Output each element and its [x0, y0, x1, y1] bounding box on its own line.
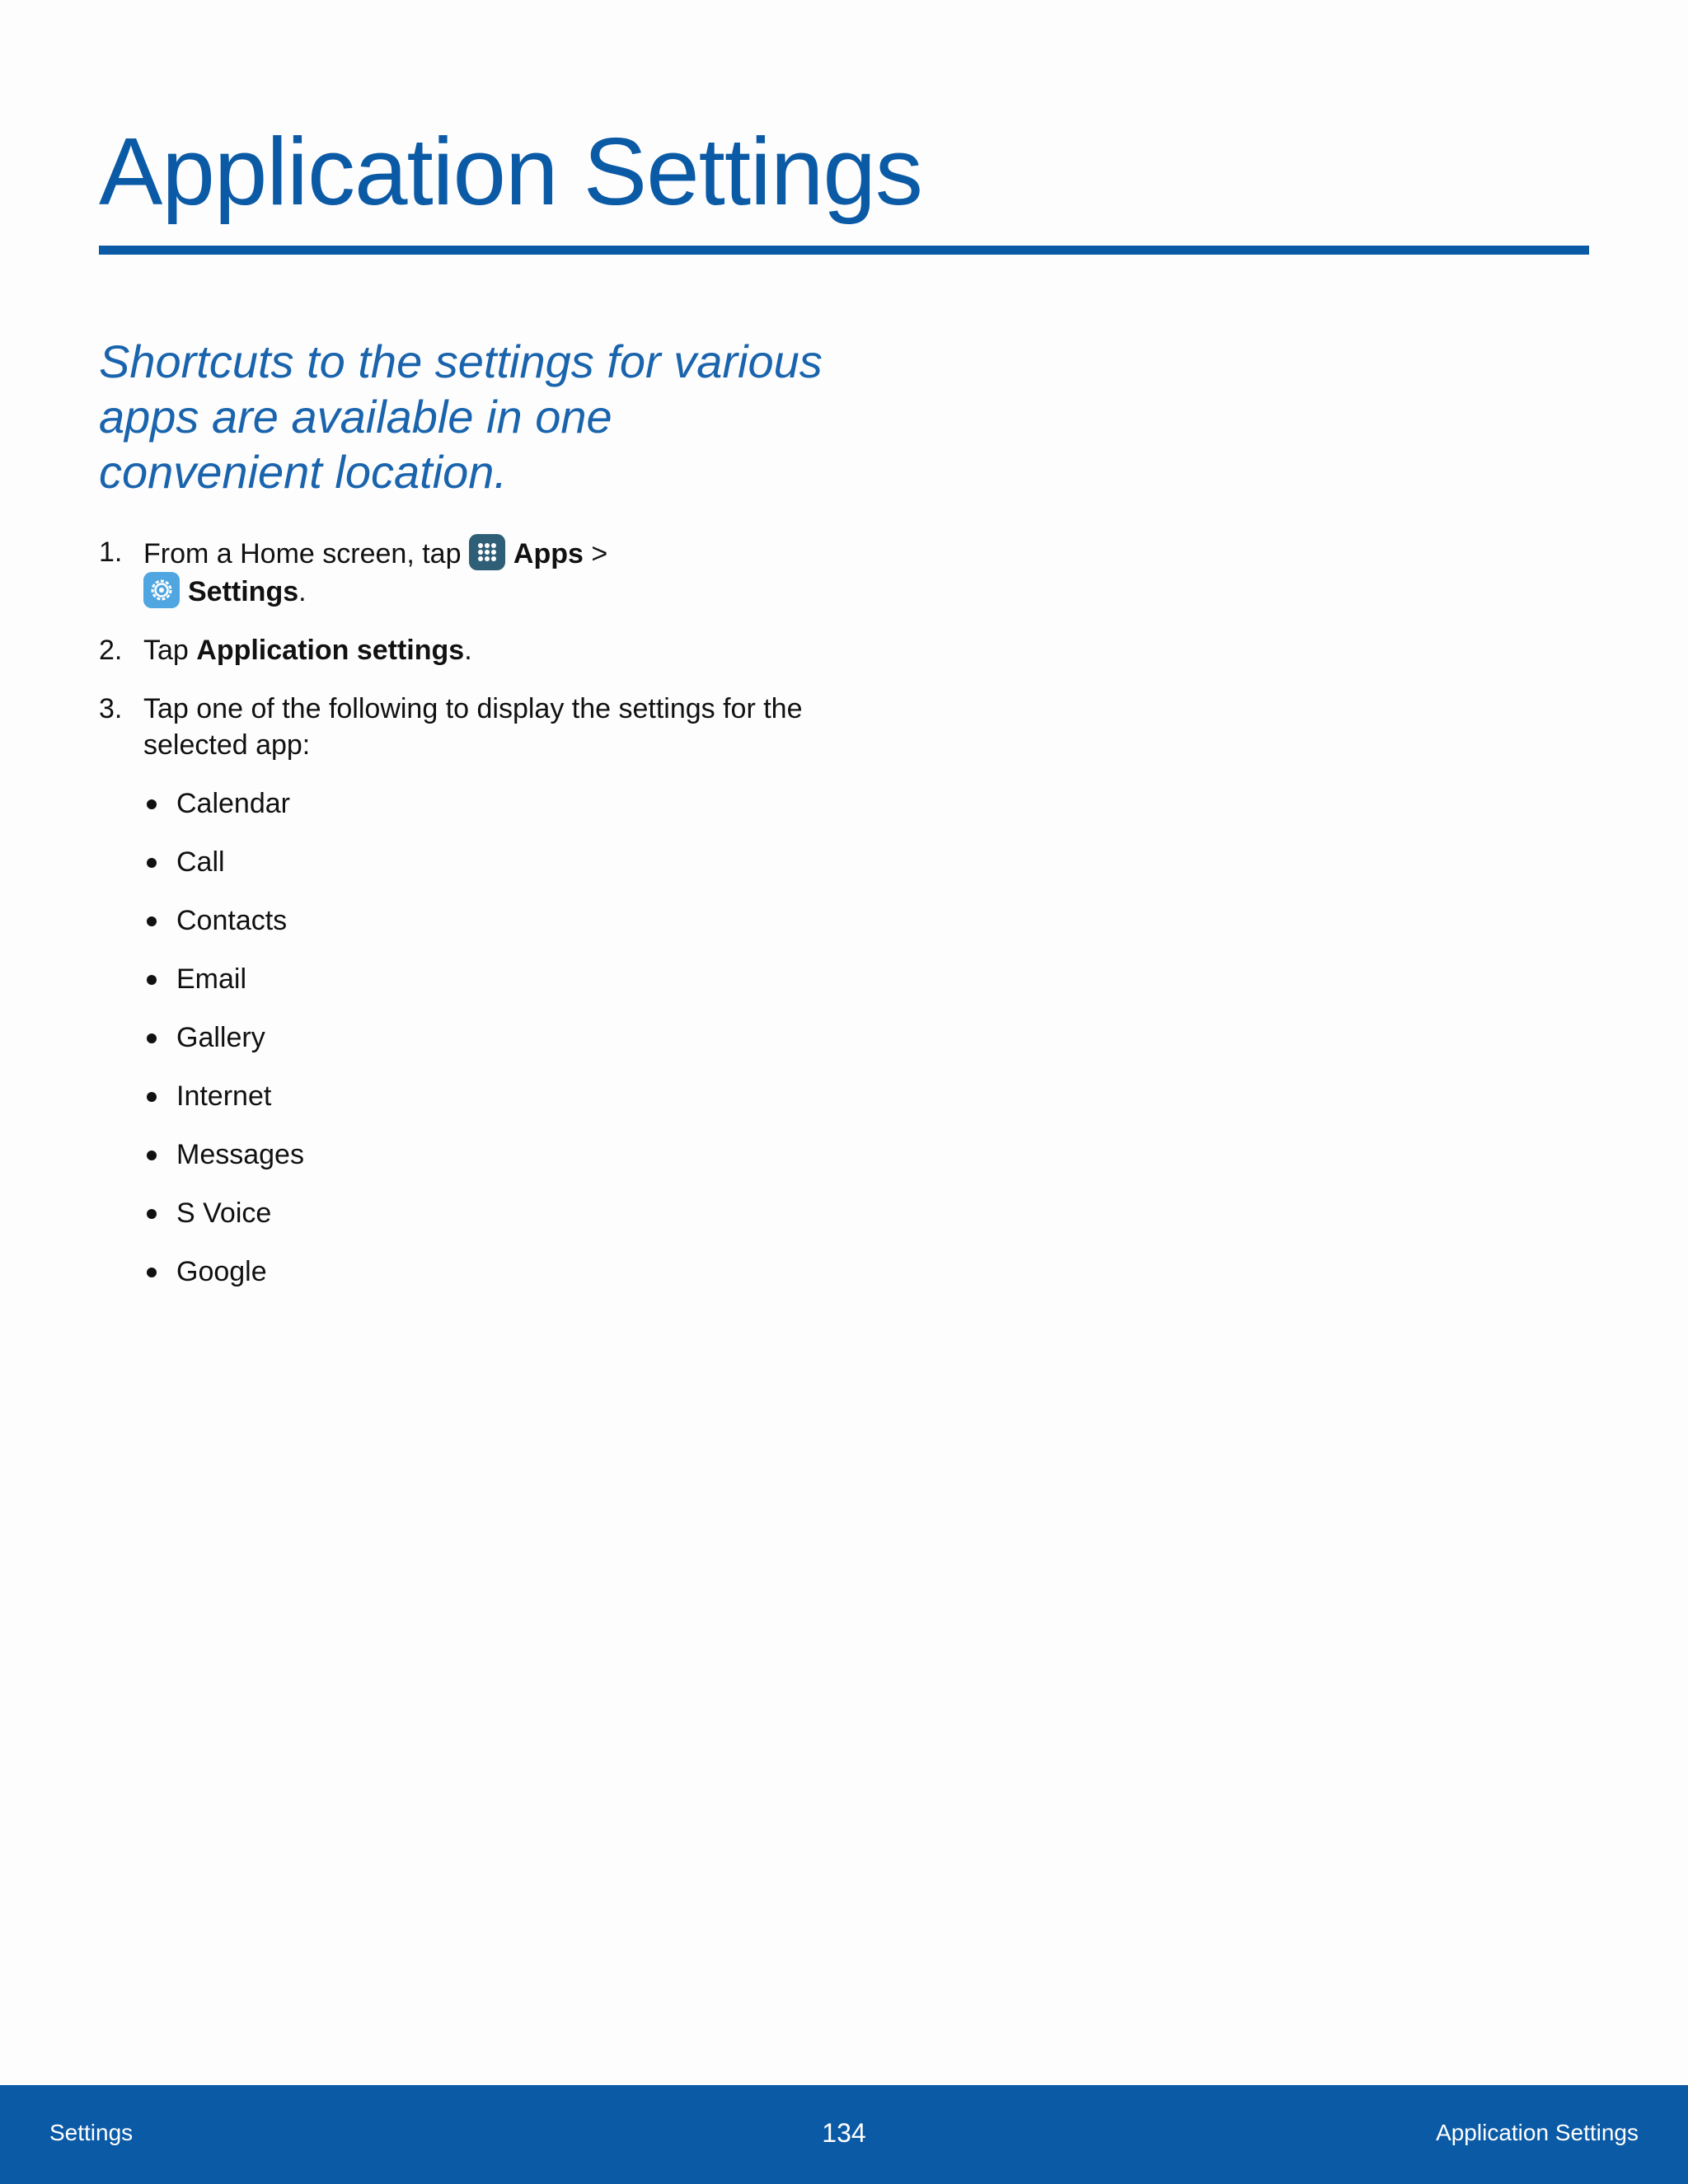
page-title: Application Settings: [99, 118, 922, 225]
list-item: Email: [143, 961, 808, 997]
list-item: Gallery: [143, 1019, 808, 1056]
settings-gear-icon: [143, 572, 180, 608]
step-number: 2.: [99, 635, 123, 666]
list-item: Contacts: [143, 902, 808, 939]
step-number: 1.: [99, 537, 123, 568]
page-number: 134: [822, 2118, 866, 2148]
application-settings-label: Application settings: [196, 635, 465, 666]
step-text: Tap: [143, 635, 197, 666]
step-punctuation: .: [464, 635, 472, 666]
step-2: [99, 632, 808, 668]
list-item: Calendar: [143, 785, 808, 822]
menu-separator: >: [583, 538, 608, 569]
steps-list: [99, 534, 808, 1312]
settings-label: Settings: [188, 576, 299, 607]
footer-chapter-label: Application Settings: [1436, 2120, 1639, 2145]
apps-icon: [469, 534, 505, 570]
list-item: S Voice: [143, 1195, 808, 1231]
title-divider: [99, 246, 1589, 255]
list-item: Internet: [143, 1078, 808, 1114]
list-item: Messages: [143, 1137, 808, 1173]
footer-section-label: Settings: [49, 2120, 134, 2145]
app-list: [143, 785, 808, 1290]
step-punctuation: .: [298, 576, 307, 607]
page-footer: [0, 2085, 1688, 2184]
step-number: 3.: [99, 693, 123, 724]
step-text: From a Home screen, tap: [143, 538, 469, 569]
step-text: Tap one of the following to display the settings for the selected app:: [143, 693, 803, 761]
intro-text: Shortcuts to the settings for various apps are available in one convenient location.: [99, 335, 823, 498]
list-item: Call: [143, 844, 808, 880]
step-3: [99, 691, 808, 1290]
apps-label: Apps: [513, 538, 584, 569]
step-1: [99, 534, 808, 610]
list-item: Google: [143, 1254, 808, 1290]
